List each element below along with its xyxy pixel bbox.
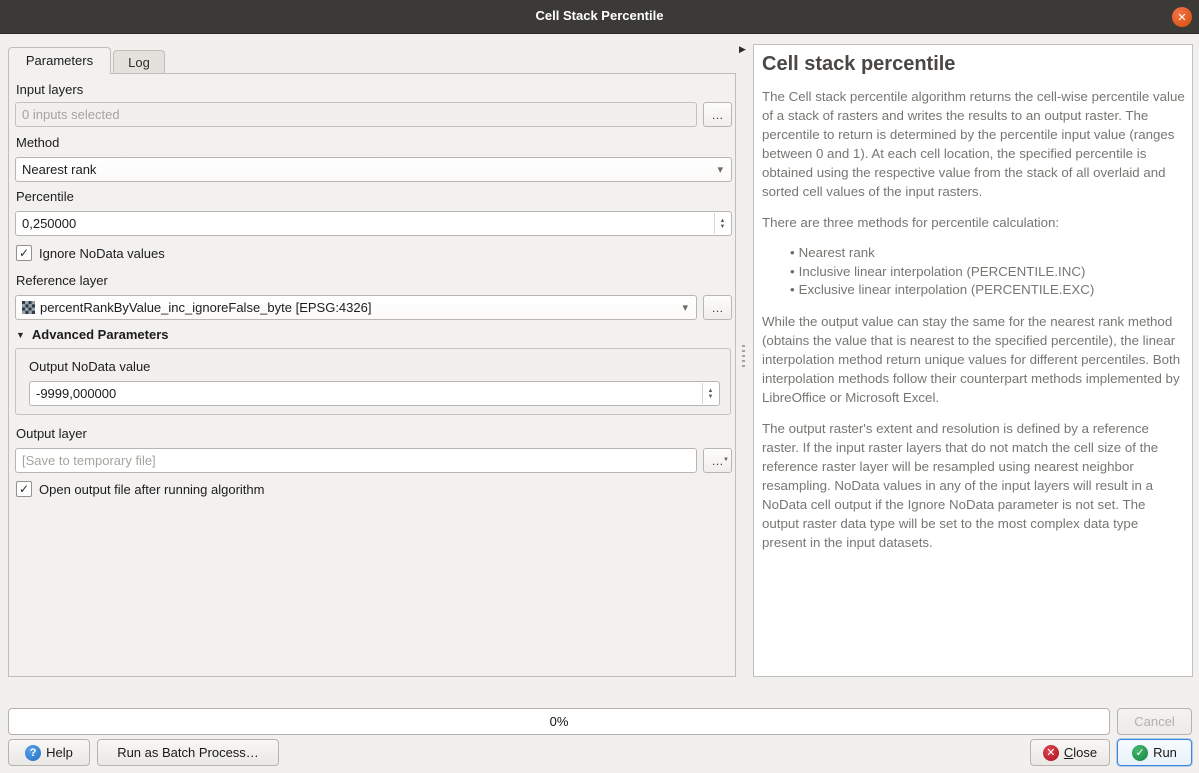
reference-layer-value: percentRankByValue_inc_ignoreFalse_byte [EPSG:4326] — [40, 300, 372, 315]
ignore-nodata-checkbox[interactable] — [16, 245, 32, 261]
spin-up-icon: ▲ — [707, 387, 714, 394]
help-icon: ? — [25, 745, 41, 761]
ignore-nodata-label: Ignore NoData values — [39, 245, 165, 261]
ellipsis-icon: … — [711, 300, 724, 315]
percentile-spin-buttons[interactable] — [714, 213, 730, 234]
advanced-parameters-header[interactable] — [16, 327, 169, 342]
splitter-collapse-arrow-icon[interactable]: ▶ — [739, 44, 746, 54]
output-nodata-input[interactable] — [30, 382, 699, 405]
output-nodata-label: Output NoData value — [29, 359, 151, 374]
output-nodata-spin-buttons[interactable] — [702, 383, 718, 404]
percentile-spinbox[interactable] — [15, 211, 732, 236]
reference-layer-combobox[interactable] — [15, 295, 697, 320]
spin-down-icon: ▼ — [719, 223, 726, 230]
check-icon: ✓ — [18, 482, 30, 496]
help-button[interactable]: ? Help — [8, 739, 90, 766]
method-combobox[interactable] — [15, 157, 732, 182]
percentile-input[interactable] — [16, 212, 711, 235]
tab-log[interactable]: Log — [113, 50, 165, 74]
list-item: • Nearest rank — [790, 244, 1185, 263]
help-paragraph-4: The output raster's extent and resolution is defined by a reference raster. If the input raster layers that do not match the cell size of the reference raster layer will be resampled using nearest neighbor resampling. NoData values in any of the input layers will result in a NoData cell output if the Ignore NoData parameter is not set. The output raster data type will be set to the most complex data type present in the input datasets. — [762, 420, 1159, 550]
splitter-handle[interactable] — [742, 345, 745, 367]
chevron-down-icon: ▾ — [682, 302, 688, 314]
window-title: Cell Stack Percentile — [535, 8, 664, 23]
output-nodata-spinbox[interactable] — [29, 381, 720, 406]
input-layers-browse-button[interactable] — [703, 102, 732, 127]
parameters-panel — [8, 73, 736, 677]
close-button[interactable]: ✕ Close — [1030, 739, 1110, 766]
help-paragraph-1: The Cell stack percentile algorithm returns the cell-wise percentile value of a stack of rasters and writes the results to an output raster. The percentile to return is determined by the percentile input value (ranges between 0 and 1). At each cell location, the specified percentile is obtained using the respective value from the stack of all overlaid and sorted cell values of the input rasters. — [762, 89, 1185, 199]
help-title: Cell stack percentile — [762, 53, 956, 75]
method-value: Nearest rank — [22, 162, 97, 177]
spin-down-icon: ▼ — [707, 393, 714, 400]
cancel-button[interactable]: Cancel — [1117, 708, 1192, 735]
help-panel — [753, 44, 1193, 677]
ellipsis-icon: … — [711, 453, 724, 468]
help-paragraph-3: While the output value can stay the same for the nearest rank method (obtains the value that is nearest to the specified percentile), the linear interpolation method return unique values for different percentiles. Both interpolation methods follow their counterpart methods implemented by LibreOffice or Microsoft Excel. — [762, 313, 1181, 405]
chevron-down-icon: ▾ — [717, 164, 723, 176]
output-layer-field[interactable] — [15, 448, 697, 473]
close-icon: ✕ — [1043, 745, 1059, 761]
reference-layer-browse-button[interactable] — [703, 295, 732, 320]
chevron-down-icon: ▼ — [723, 457, 729, 463]
list-item: • Inclusive linear interpolation (PERCENTILE.INC) — [790, 263, 1185, 282]
collapse-arrow-icon: ▼ — [16, 329, 25, 340]
input-layers-input[interactable] — [16, 103, 696, 126]
open-output-row — [16, 481, 264, 497]
output-layer-browse-button[interactable] — [703, 448, 732, 473]
open-output-label: Open output file after running algorithm — [39, 481, 265, 497]
reference-layer-label: Reference layer — [16, 273, 108, 288]
input-layers-field[interactable] — [15, 102, 697, 127]
raster-layer-icon — [22, 301, 35, 314]
list-item: • Exclusive linear interpolation (PERCENTILE.EXC) — [790, 281, 1185, 300]
help-method-list — [790, 244, 1185, 300]
progress-bar: 0% — [8, 708, 1110, 735]
input-layers-label: Input layers — [16, 82, 84, 97]
titlebar — [0, 0, 1199, 34]
run-button[interactable]: ✓ Run — [1117, 739, 1192, 766]
advanced-parameters-group — [15, 348, 731, 415]
spin-up-icon: ▲ — [719, 217, 726, 224]
output-layer-input[interactable] — [16, 449, 696, 472]
percentile-label: Percentile — [16, 189, 74, 204]
advanced-parameters-title: Advanced Parameters — [31, 327, 169, 342]
window-close-button[interactable] — [1172, 7, 1192, 27]
ellipsis-icon: … — [711, 107, 724, 122]
output-layer-label: Output layer — [16, 426, 87, 441]
close-icon: ✕ — [1177, 11, 1187, 24]
open-output-checkbox[interactable] — [16, 481, 32, 497]
tab-parameters[interactable]: Parameters — [8, 47, 111, 74]
run-as-batch-button[interactable]: Run as Batch Process… — [97, 739, 279, 766]
check-icon: ✓ — [18, 246, 30, 260]
method-label: Method — [16, 135, 60, 150]
help-paragraph-2: There are three methods for percentile calculation: — [762, 215, 1060, 230]
ignore-nodata-row — [16, 245, 165, 261]
run-check-icon: ✓ — [1132, 745, 1148, 761]
